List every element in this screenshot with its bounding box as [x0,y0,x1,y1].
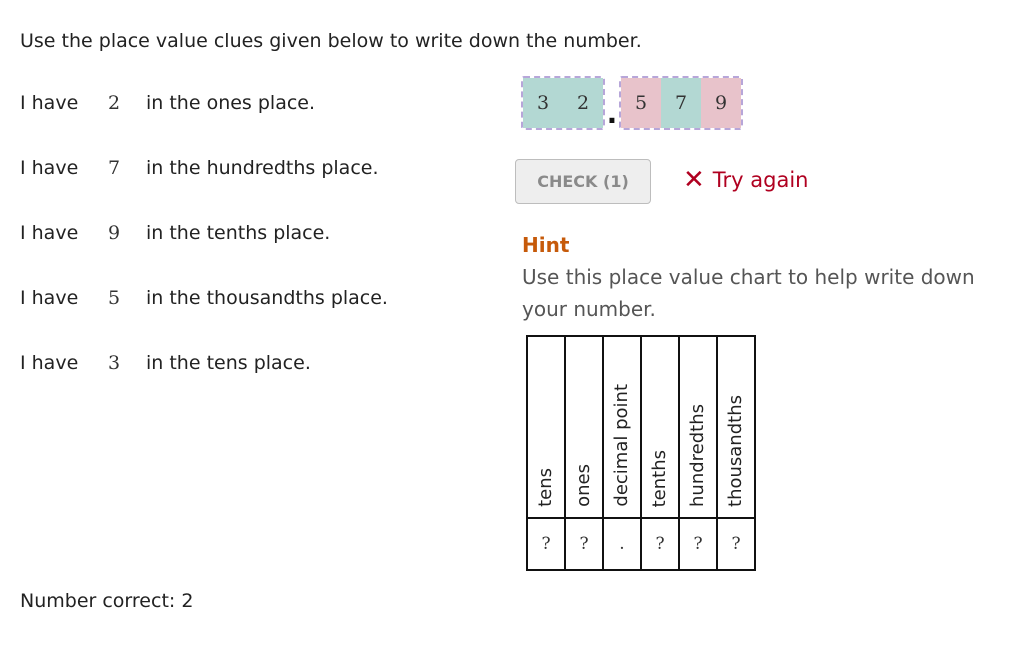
pv-header-ones: ones [573,464,594,507]
pv-header-cell [565,336,603,518]
pv-header-cell [641,336,679,518]
score-text: Number correct: 2 [20,590,194,612]
digit-tile[interactable]: 9 [701,78,741,128]
feedback-text: Try again [712,168,809,192]
clue-lead: I have [20,157,79,179]
pv-value-cell: ? [717,518,755,570]
clue-ones [20,92,315,114]
digit-tile[interactable]: 2 [563,78,603,128]
clue-tenths [20,222,330,244]
decimal-part-dropzone[interactable] [619,76,743,130]
hint-title: Hint [522,233,570,257]
pv-value-cell: . [603,518,641,570]
pv-header-cell [527,336,565,518]
clue-place: in the thousandths place. [146,287,388,309]
clue-lead: I have [20,352,79,374]
pv-header-thousandths: thousandths [725,395,746,507]
feedback-message [683,165,809,195]
place-value-chart [526,335,756,571]
clue-lead: I have [20,92,79,114]
pv-value-cell: ? [679,518,717,570]
clue-digit: 2 [108,92,121,114]
pv-header-cell [717,336,755,518]
clue-digit: 3 [108,352,121,374]
pv-value-cell: ? [565,518,603,570]
pv-header-cell [603,336,641,518]
clue-digit: 5 [108,287,121,309]
decimal-point: . [606,97,618,130]
clue-tens [20,352,311,374]
pv-header-decimal-point: decimal point [611,384,632,507]
instruction-text: Use the place value clues given below to write down the number. [20,30,642,52]
pv-header-tens: tens [535,468,556,507]
clue-place: in the hundredths place. [146,157,379,179]
check-button[interactable]: CHECK (1) [515,159,651,204]
clue-place: in the tens place. [146,352,311,374]
clue-digit: 9 [108,222,121,244]
digit-tile[interactable]: 5 [621,78,661,128]
clue-thousandths [20,287,388,309]
digit-tile[interactable]: 7 [661,78,701,128]
digit-tile[interactable]: 3 [523,78,563,128]
pv-value-cell: ? [527,518,565,570]
clue-place: in the ones place. [146,92,316,114]
clue-lead: I have [20,222,79,244]
whole-part-dropzone[interactable] [521,76,605,130]
answer-number [521,76,743,130]
close-icon: ✕ [683,165,705,195]
pv-header-hundredths: hundredths [687,404,708,507]
pv-header-cell [679,336,717,518]
clue-lead: I have [20,287,79,309]
hint-text: Use this place value chart to help write down your number. [522,265,975,321]
pv-header-tenths: tenths [649,449,670,507]
pv-value-cell: ? [641,518,679,570]
clue-hundredths [20,157,379,179]
clue-place: in the tenths place. [146,222,331,244]
clue-digit: 7 [108,157,121,179]
